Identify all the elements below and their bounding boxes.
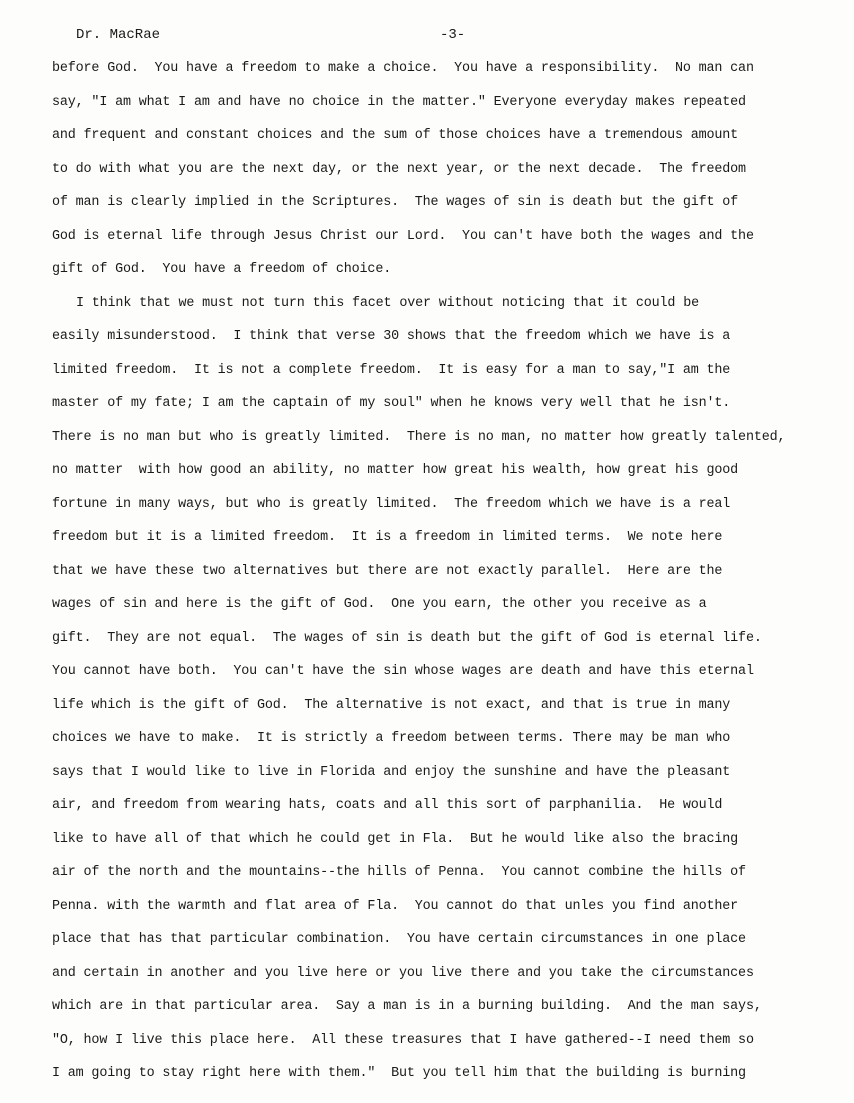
text-line: You cannot have both. You can't have the sin whose wages are death and have this eternal bbox=[52, 664, 754, 679]
text-line: wages of sin and here is the gift of God. One you earn, the other you receive as a bbox=[52, 597, 707, 612]
text-line: air, and freedom from wearing hats, coats and all this sort of parphanilia. He would bbox=[52, 798, 723, 813]
text-line: air of the north and the mountains--the hills of Penna. You cannot combine the hills of bbox=[52, 865, 746, 880]
body-text bbox=[52, 56, 842, 1095]
text-line: which are in that particular area. Say a man is in a burning building. And the man says, bbox=[52, 999, 762, 1014]
text-line: easily misunderstood. I think that verse 30 shows that the freedom which we have is a bbox=[52, 329, 731, 344]
text-line: There is no man but who is greatly limited. There is no man, no matter how greatly talented, bbox=[52, 429, 786, 445]
text-line: gift of God. You have a freedom of choice. bbox=[52, 262, 392, 277]
text-line: like to have all of that which he could get in Fla. But he would like also the bracing bbox=[52, 831, 739, 847]
text-line: that we have these two alternatives but there are not exactly parallel. Here are the bbox=[52, 563, 723, 579]
text-line: I am going to stay right here with them." But you tell him that the building is burning bbox=[52, 1066, 746, 1081]
text-line: say, "I am what I am and have no choice in the matter." Everyone everyday makes repeated bbox=[52, 94, 746, 110]
text-line: says that I would like to live in Florida and enjoy the sunshine and have the pleasant bbox=[52, 764, 731, 780]
text-line: place that has that particular combination. You have certain circumstances in one place bbox=[52, 932, 746, 947]
text-line: master of my fate; I am the captain of my soul" when he knows very well that he isn't. bbox=[52, 396, 731, 411]
text-line: freedom but it is a limited freedom. It is a freedom in limited terms. We note here bbox=[52, 530, 723, 545]
text-line: choices we have to make. It is strictly a freedom between terms. There may be man who bbox=[52, 731, 731, 746]
text-line: no matter with how good an ability, no matter how great his wealth, how great his good bbox=[52, 463, 739, 478]
text-line: limited freedom. It is not a complete freedom. It is easy for a man to say,"I am the bbox=[52, 362, 731, 378]
text-line: gift. They are not equal. The wages of sin is death but the gift of God is eternal life. bbox=[52, 630, 762, 646]
text-line: and certain in another and you live here or you live there and you take the circumstances bbox=[52, 965, 754, 981]
header-name: Dr. MacRae bbox=[76, 27, 161, 43]
text-line: life which is the gift of God. The alternative is not exact, and that is true in many bbox=[52, 697, 731, 713]
text-line: "O, how I live this place here. All these treasures that I have gathered--I need them so bbox=[52, 1032, 754, 1048]
paragraph-start-line: I think that we must not turn this facet over without noticing that it could be bbox=[76, 295, 699, 311]
text-line: Penna. with the warmth and flat area of Fla. You cannot do that unles you find another bbox=[52, 898, 739, 914]
page-header bbox=[76, 27, 776, 49]
text-line: fortune in many ways, but who is greatly limited. The freedom which we have is a real bbox=[52, 496, 731, 512]
page-number: -3- bbox=[440, 27, 466, 43]
text-line: to do with what you are the next day, or the next year, or the next decade. The freedom bbox=[52, 161, 746, 177]
text-line: before God. You have a freedom to make a choice. You have a responsibility. No man can bbox=[52, 61, 754, 76]
text-line: and frequent and constant choices and the sum of those choices have a tremendous amount bbox=[52, 128, 739, 143]
text-line: God is eternal life through Jesus Christ our Lord. You can't have both the wages and the bbox=[52, 228, 754, 244]
text-line: of man is clearly implied in the Scriptures. The wages of sin is death but the gift of bbox=[52, 195, 739, 210]
